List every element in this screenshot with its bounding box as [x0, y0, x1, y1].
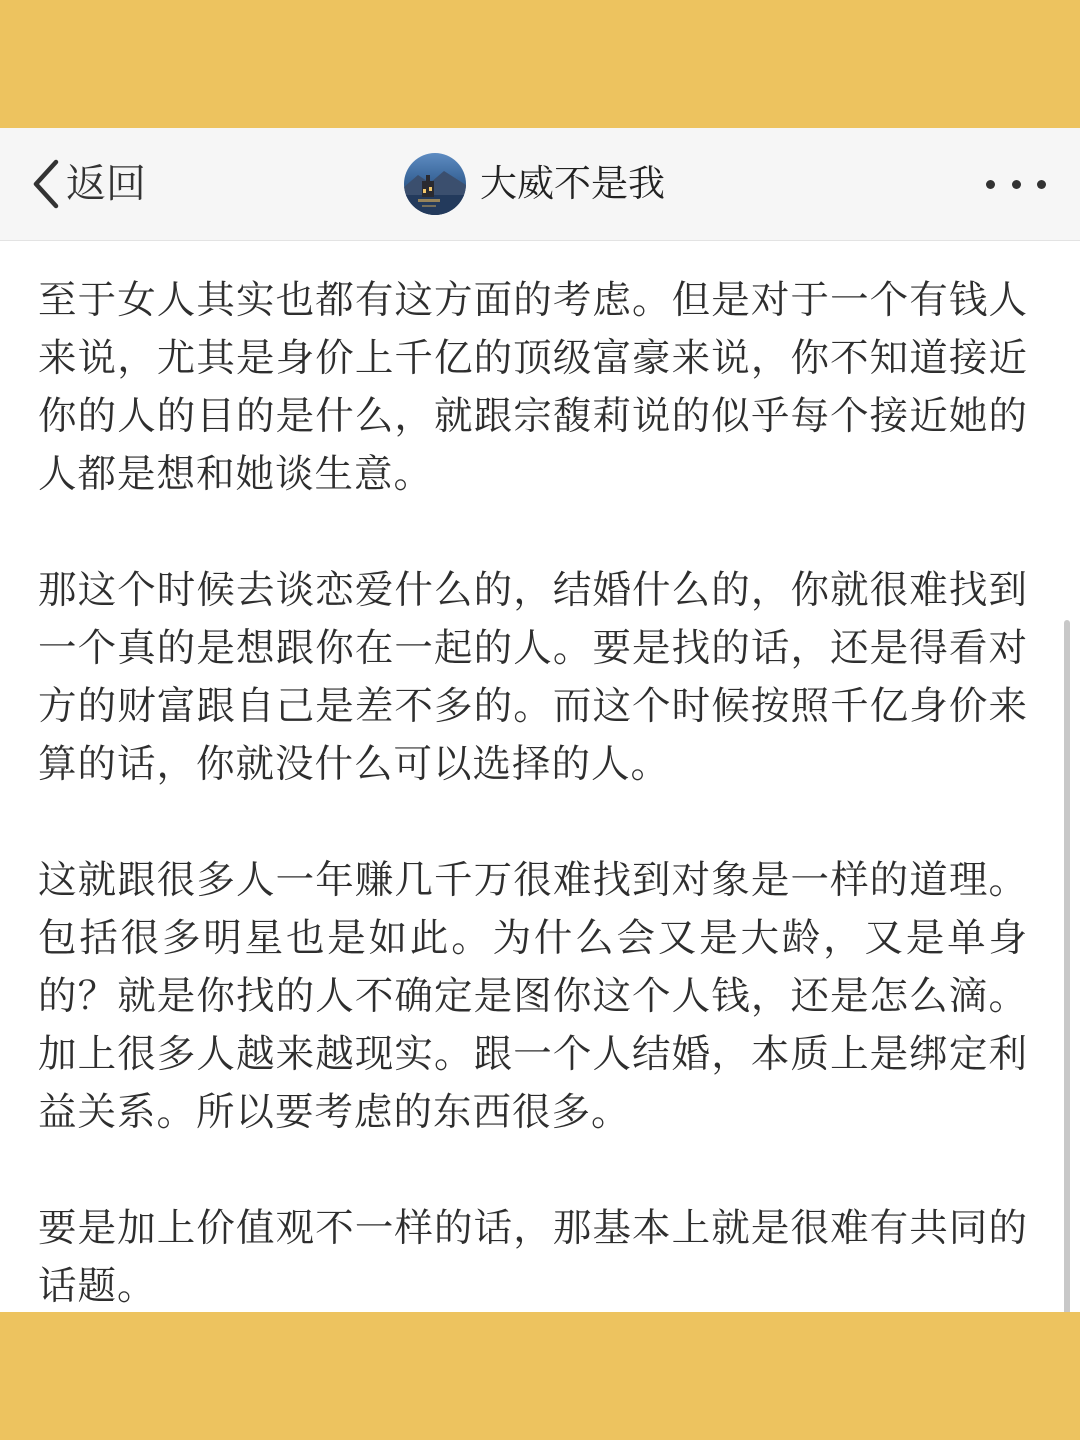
- chevron-left-icon: [30, 158, 60, 210]
- article-paragraph: 这就跟很多人一年赚几千万很难找到对象是一样的道理。包括很多明星也是如此。为什么会又是大龄，又是单身的？就是你找的人不确定是图你这个人钱，还是怎么滴。加上很多人越来越现实。跟一个人结婚，本质上是绑定利益关系。所以要考虑的东西很多。: [38, 858, 1028, 1135]
- vertical-scrollbar[interactable]: [1064, 620, 1070, 1312]
- app-screen: [0, 128, 1080, 1312]
- article-paragraph: 要是加上价值观不一样的话，那基本上就是很难有共同的话题。: [38, 1206, 1028, 1309]
- dot: [1012, 180, 1021, 189]
- article-body: [38, 272, 1028, 1312]
- dot: [1037, 180, 1046, 189]
- profile-title[interactable]: [404, 153, 665, 215]
- navigation-bar: [0, 128, 1080, 241]
- back-label: 返回: [66, 161, 146, 207]
- landscape-avatar-icon[interactable]: [404, 153, 466, 215]
- dot: [986, 180, 995, 189]
- article-paragraph: 至于女人其实也都有这方面的考虑。但是对于一个有钱人来说，尤其是身价上千亿的顶级富豪来说，你不知道接近你的人的目的是什么，就跟宗馥莉说的似乎每个接近她的人都是想和她谈生意。: [38, 278, 1028, 497]
- more-dots-icon[interactable]: [986, 168, 1046, 200]
- article-paragraph: 那这个时候去谈恋爱什么的，结婚什么的，你就很难找到一个真的是想跟你在一起的人。要是找的话，还是得看对方的财富跟自己是差不多的。而这个时候按照千亿身价来算的话，你就没什么可以选择的人。: [38, 568, 1028, 787]
- back-button[interactable]: [30, 158, 146, 210]
- nav-title: 大威不是我: [480, 162, 665, 205]
